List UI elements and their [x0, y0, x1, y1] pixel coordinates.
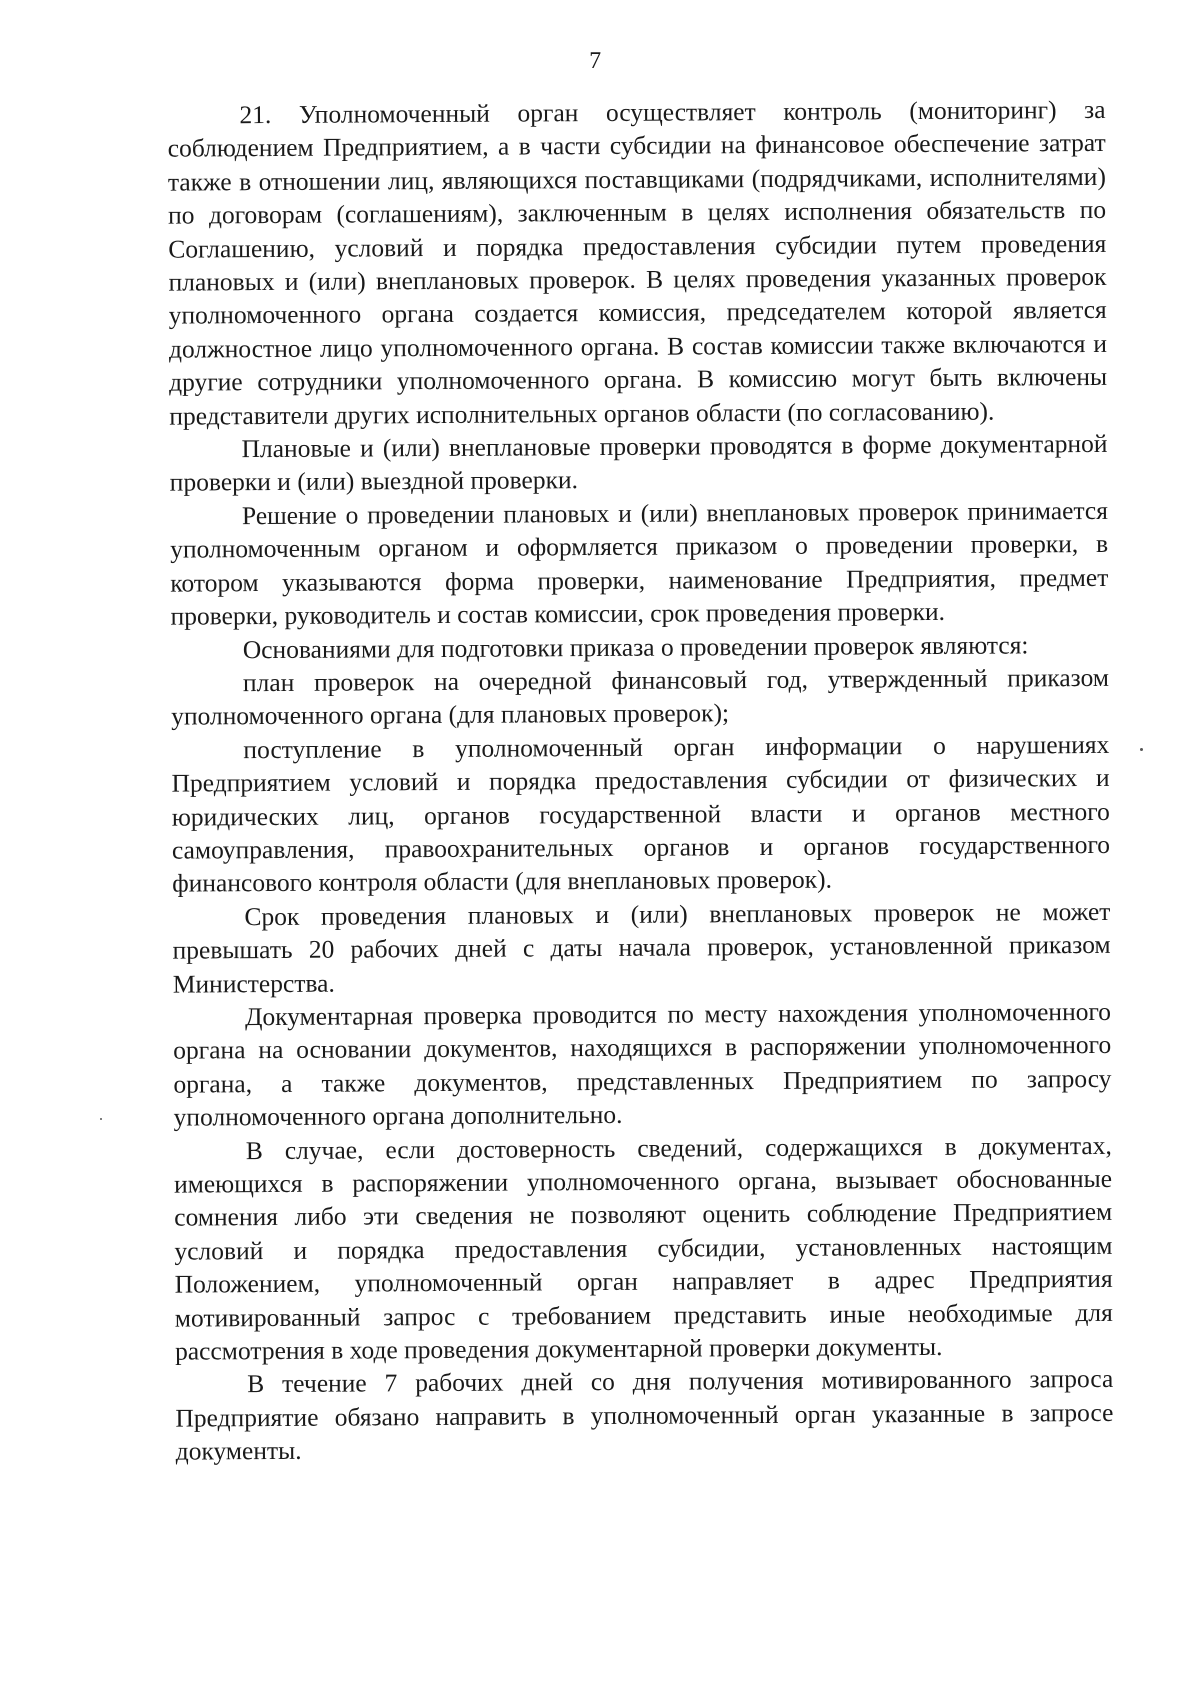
paragraph-inspection-decision: Решение о проведении плановых и (или) внеплановых проверок принимается уполномоченным органом и оформляется приказом о проведении проверки, в котором указываются форма проверки, наименование Предприятия, предмет проверки, руководитель и состав комиссии, срок проведения проверки.	[170, 495, 1109, 631]
paragraph-ground-plan: план проверок на очередной финансовый год, утвержденный приказом уполномоченного органа (для плановых проверок);	[171, 662, 1110, 731]
paragraph-reasoned-request: В случае, если достоверность сведений, содержащихся в документах, имеющихся в распоряжении уполномоченного органа, вызывает обоснованные сомнения либо эти сведения не позволяют оценить соблюдение Предприятием условий и порядка предоставления субсидии, установленных настоящим Положением, уполномоченный орган направляет в адрес Предприятия мотивированный запрос с требованием представить иные необходимые для рассмотрения в ходе проведения документарной проверки документы.	[173, 1130, 1113, 1366]
document-body	[167, 93, 1113, 1468]
scan-speck	[100, 1118, 102, 1120]
paragraph-21-control: 21. Уполномоченный орган осуществляет контроль (мониторинг) за соблюдением Предприятием, а в части субсидии на финансовое обеспечение затрат также в отношении лиц, являющихся поставщиками (подрядчиками, исполнителями) по договорам (соглашениям), заключенным в целях исполнения обязательств по Соглашению, условий и порядка предоставления субсидии путем проведения плановых и (или) внеплановых проверок. В целях проведения указанных проверок уполномоченного органа создается комиссия, председателем которой является должностное лицо уполномоченного органа. В состав комиссии также включаются и другие сотрудники уполномоченного органа. В комиссию могут быть включены представители других исполнительных органов области (по согласованию).	[167, 94, 1108, 431]
paragraph-inspection-forms: Плановые и (или) внеплановые проверки проводятся в форме документарной проверки и (или) выездной проверки.	[169, 428, 1108, 498]
paragraph-documentary-inspection: Документарная проверка проводится по месту нахождения уполномоченного органа на основании документов, находящихся в распоряжении уполномоченного органа, а также документов, представленных Предприятием по запросу уполномоченного органа дополнительно.	[173, 996, 1112, 1132]
paragraph-response-deadline: В течение 7 рабочих дней со дня получения мотивированного запроса Предприятие обязано направить в уполномоченный орган указанные в запросе документы.	[175, 1364, 1114, 1466]
scan-speck	[1140, 748, 1143, 751]
page-number: 7	[589, 47, 602, 75]
paragraph-grounds-intro: Основаниями для подготовки приказа о проведении проверок являются:	[242, 629, 1029, 664]
paragraph-ground-information: поступление в уполномоченный орган информации о нарушениях Предприятием условий и порядка предоставления субсидии от физических и юридических лиц, органов государственной власти и органов местного самоуправления, правоохранительных органов и органов государственного финансового контроля области (для внеплановых проверок).	[171, 729, 1111, 898]
paragraph-inspection-term: Срок проведения плановых и (или) внеплановых проверок не может превышать 20 рабочих дней с даты начала проверок, установленной приказом Министерства.	[172, 896, 1111, 999]
